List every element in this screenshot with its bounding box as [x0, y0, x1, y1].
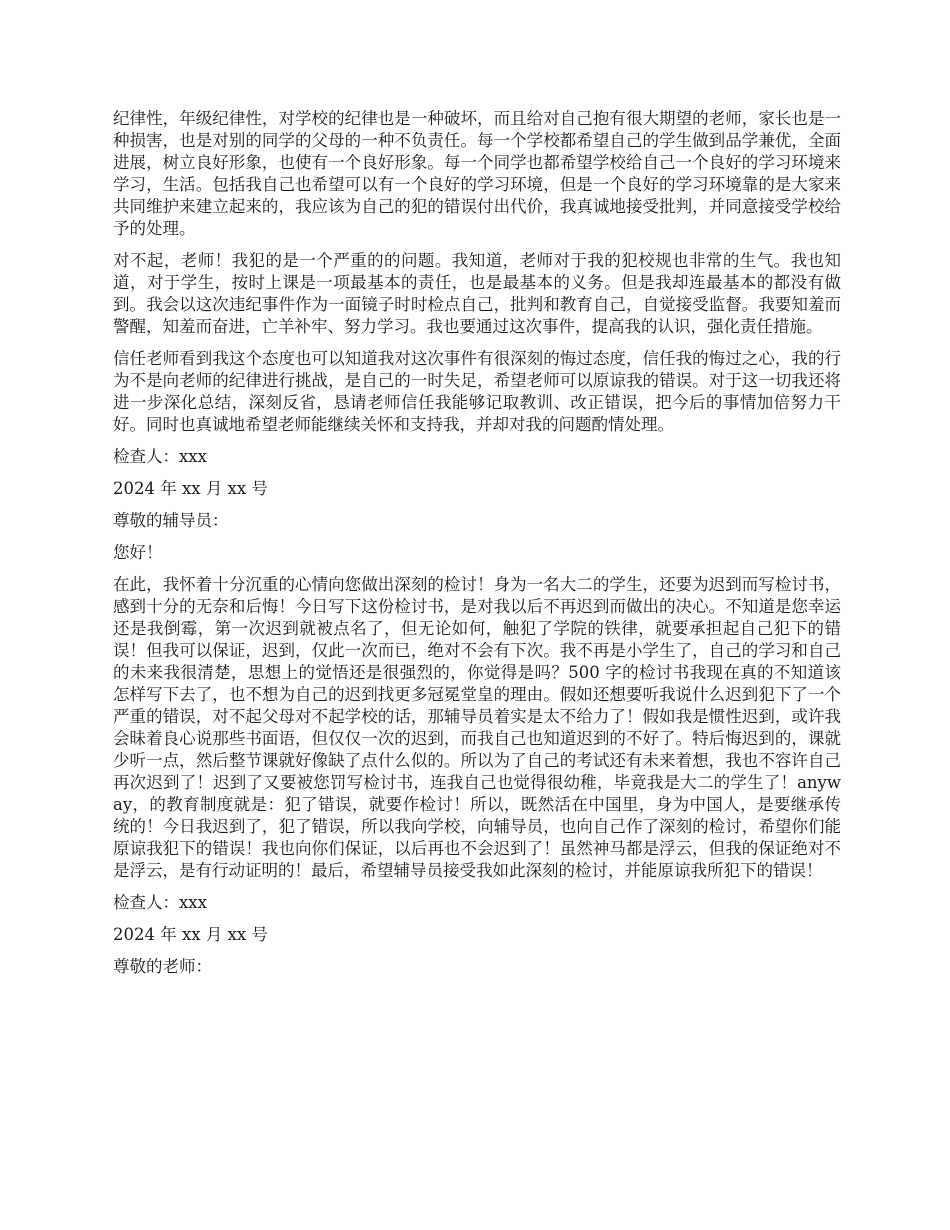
paragraph-discipline: 纪律性，年级纪律性，对学校的纪律也是一种破坏，而且给对自己抱有很大期望的老师，家长也是一种损害，也是对别的同学的父母的一种不负责任。每一个学校都希望自己的学生做到品学兼优，全面进展，树立良好形象，也使有一个良好形象。每一个同学也都希望学校给自己一个良好的学习环境来学习，生活。包括我自己也希望可以有一个良好的学习环境，但是一个良好的学习环境靠的是大家来共同维护来建立起来的，我应该为自己的犯的错误付出代价，我真诚地接受批判，并同意接受学校给予的处理。	[113, 109, 841, 238]
document-page	[113, 108, 841, 988]
salutation: 尊敬的老师：	[113, 957, 212, 976]
signature-line: 检查人：xxx	[113, 447, 207, 466]
salutation: 尊敬的辅导员：	[113, 511, 229, 530]
date-line: 2024 年 xx 月 xx 号	[113, 479, 268, 498]
paragraph-trust: 信任老师看到我这个态度也可以知道我对这次事件有很深刻的悔过态度，信任我的悔过之心，我的行为不是向老师的纪律进行挑战，是自己的一时失足，希望老师可以原谅我的错误。对于这一切我还将进一步深化总结，深刻反省，恳请老师信任我能够记取教训、改正错误，把今后的事情加倍努力干好。同时也真诚地希望老师能继续关怀和支持我，并却对我的问题酌情处理。	[113, 349, 841, 434]
greeting: 您好！	[113, 543, 163, 562]
paragraph-late-apology: 在此，我怀着十分沉重的心情向您做出深刻的检讨！身为一名大二的学生，还要为迟到而写检讨书，感到十分的无奈和后悔！今日写下这份检讨书，是对我以后不再迟到而做出的决心。不知道是您幸运还是我倒霉，第一次迟到就被点名了，但无论如何，触犯了学院的铁律，就要承担起自己犯下的错误！但我可以保证，迟到，仅此一次而已，绝对不会有下次。我不再是小学生了，自己的学习和自己的未来我很清楚，思想上的觉悟还是很强烈的，你觉得是吗？500 字的检讨书我现在真的不知道该怎样写下去了，也不想为自己的迟到找更多冠冕堂皇的理由。假如还想要听我说什么迟到犯下了一个严重的错误，对不起父母对不起学校的话，那辅导员着实是太不给力了！假如我是惯性迟到，或许我会昧着良心说那些书面语，但仅仅一次的迟到，而我自己也知道迟到的不好了。特后悔迟到的，课就少听一点，然后整节课就好像缺了点什么似的。所以为了自己的考试还有未来着想，我也不容许自己再次迟到了！迟到了又要被您罚写检讨书，连我自己也觉得很幼稚，毕竟我是大二的学生了！anyway，的教育制度就是：犯了错误，就要作检讨！所以，既然活在中国里，身为中国人，是要继承传统的！今日我迟到了，犯了错误，所以我向学校，向辅导员，也向自己作了深刻的检讨，希望你们能原谅我犯下的错误！我也向你们保证，以后再也不会迟到了！虽然神马都是浮云，但我的保证绝对不是浮云，是有行动证明的！最后，希望辅导员接受我如此深刻的检讨，并能原谅我所犯下的错误！	[113, 575, 841, 880]
date-line: 2024 年 xx 月 xx 号	[113, 925, 268, 944]
signature-line: 检查人：xxx	[113, 893, 207, 912]
paragraph-apology: 对不起，老师！我犯的是一个严重的的问题。我知道，老师对于我的犯校规也非常的生气。我也知道，对于学生，按时上课是一项最基本的责任，也是最基本的义务。但是我却连最基本的都没有做到。我会以这次违纪事件作为一面镜子时时检点自己，批判和教育自己，自觉接受监督。我要知羞而警醒，知羞而奋进，亡羊补牢、努力学习。我也要通过这次事件，提高我的认识，强化责任措施。	[113, 251, 841, 336]
